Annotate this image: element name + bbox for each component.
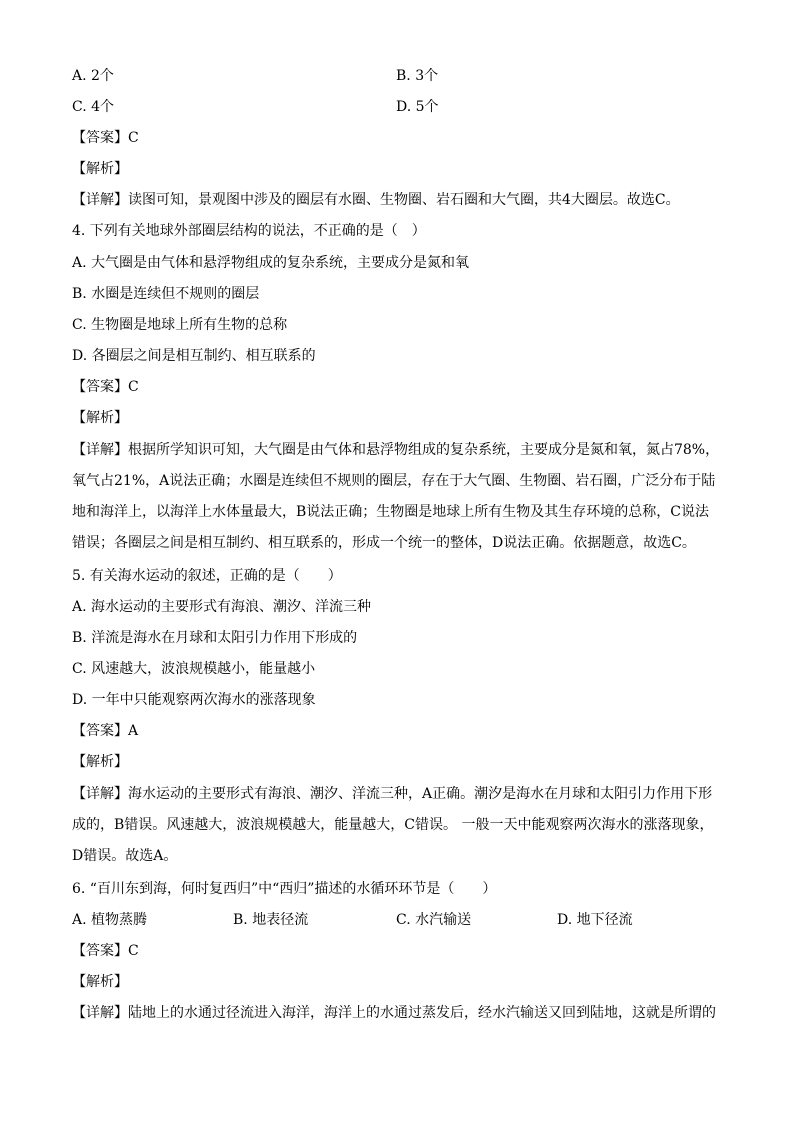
q4-detail-line: 氧气占21%，A说法正确；水圈是连续但不规则的圈层，存在于大气圈、生物圈、岩石圈，广泛分布于陆 [72,473,716,489]
q5-option-c: C. 风速越大，波浪规模越小，能量越小 [72,661,316,677]
q4-option-a: A. 大气圈是由气体和悬浮物组成的复杂系统，主要成分是氮和氧 [72,255,470,271]
q3-analysis-heading: 【解析】 [72,161,128,177]
q4-detail-line: 地和海洋上，以海洋上水体量最大，B说法正确；生物圈是地球上所有生物及其生存环境的总称，C说法 [72,504,709,520]
q5-stem: 5. 有关海水运动的叙述，正确的是（ ） [72,568,342,584]
q5-detail-line: 【详解】海水运动的主要形式有海浪、潮汐、洋流三种，A正确。潮汐是海水在月球和太阳引力作用下形 [72,786,713,802]
q4-answer: 【答案】C [72,379,139,395]
q6-analysis-heading: 【解析】 [72,974,128,990]
q3-answer: 【答案】C [72,130,139,146]
q4-option-b: B. 水圈是连续但不规则的圈层 [72,286,260,302]
q5-detail-line: D错误。故选A。 [72,848,178,864]
q4-detail-line: 错误；各圈层之间是相互制约、相互联系的，形成一个统一的整体，D说法正确。依据题意，故选C。 [72,535,696,551]
q3-detail: 【详解】读图可知，景观图中涉及的圈层有水圈、生物圈、岩石圈和大气圈，共4大圈层。故选C。 [72,192,680,208]
q4-stem: 4. 下列有关地球外部圈层结构的说法，不正确的是（ ） [72,223,426,239]
q4-analysis-heading: 【解析】 [72,410,128,426]
q6-option-c: C. 水汽输送 [396,912,472,928]
q6-stem: 6. “百川东到海，何时复西归”中“西归”描述的水循环环节是（ ） [72,881,497,897]
q4-option-c: C. 生物圈是地球上所有生物的总称 [72,317,288,333]
q6-detail: 【详解】陆地上的水通过径流进入海洋，海洋上的水通过蒸发后，经水汽输送又回到陆地，这就是所谓的 [72,1005,716,1021]
q6-option-b: B. 地表径流 [233,912,309,928]
q5-detail [72,779,722,872]
q5-option-b: B. 洋流是海水在月球和太阳引力作用下形成的 [72,630,358,646]
q4-detail [72,435,722,559]
q6-option-d: D. 地下径流 [557,912,633,928]
q5-analysis-heading: 【解析】 [72,754,128,770]
q5-answer: 【答案】A [72,723,139,739]
q3-option-c: C. 4个 [72,99,115,115]
q3-option-b: B. 3个 [396,68,439,84]
q5-option-a: A. 海水运动的主要形式有海浪、潮汐、洋流三种 [72,599,372,615]
q6-option-a: A. 植物蒸腾 [72,912,148,928]
q5-option-d: D. 一年中只能观察两次海水的涨落现象 [72,692,316,708]
q3-option-d: D. 5个 [396,99,439,115]
q5-detail-line: 成的，B错误。风速越大，波浪规模越大，能量越大，C错误。 一般一天中能观察两次海水的涨落现象， [72,817,714,833]
q3-option-a: A. 2个 [72,68,114,84]
q4-detail-line: 【详解】根据所学知识可知，大气圈是由气体和悬浮物组成的复杂系统，主要成分是氮和氧，氮占78%， [72,442,720,458]
q6-answer: 【答案】C [72,943,139,959]
q4-option-d: D. 各圈层之间是相互制约、相互联系的 [72,348,316,364]
